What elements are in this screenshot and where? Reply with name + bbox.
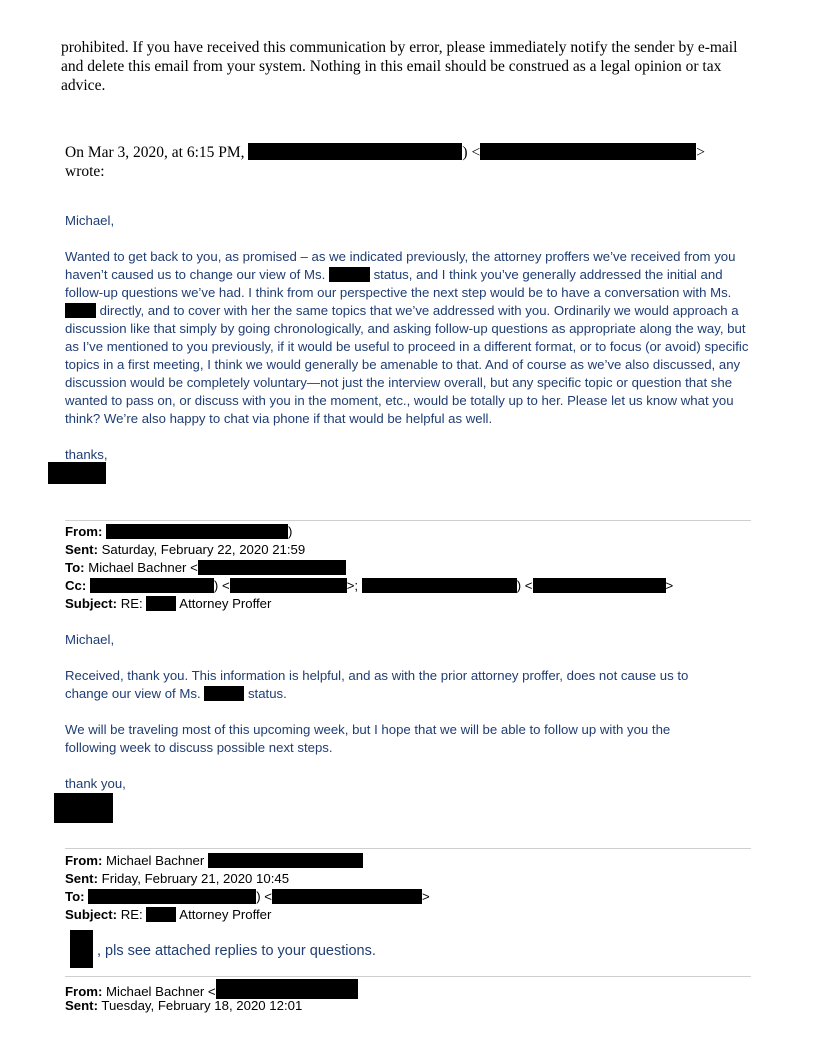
msg2-greeting: Michael,: [65, 632, 115, 647]
to-end: >: [421, 889, 430, 904]
header2-to: [65, 559, 346, 577]
cc-sep: ) <: [213, 578, 230, 593]
divider: [65, 520, 751, 521]
reply-intro-mid: ) <: [462, 144, 481, 161]
msg1-body-c: directly, and to cover with her the same topics that we’ve addressed with you. Ordinarily we would approach a discussion like that simply by going chronologically, and asking follow-up questions as appropriate along the way, but as I’ve mentioned to you previously, if it would be useful to proceed in a different format, or to focus (or avoid) specific topics in a first meeting, I think we would generally be amenable to that. And of course as we’ve also discussed, any discussion would be completely voluntary—not just the interview overall, but any specific topic or question that she wanted to pass on, or discuss with you in the moment, etc., would be totally up to her. Please let us know what you think? We’re also happy to chat via phone if that would be helpful as well.: [65, 303, 749, 426]
msg1-body: [65, 248, 755, 428]
from-label: From:: [65, 853, 103, 868]
redaction: [248, 143, 462, 160]
msg1-signoff: thanks,: [65, 447, 108, 462]
signature-redaction: [48, 462, 106, 484]
redaction: [146, 907, 176, 922]
reply-intro: [65, 143, 755, 162]
cc-end: >: [665, 578, 674, 593]
header3-to: [65, 888, 430, 906]
subject-prefix: RE:: [120, 907, 143, 922]
redaction: [480, 143, 696, 160]
header3-from: [65, 852, 363, 870]
msg1-body-b: status, and I think you’ve generally addressed the initial and follow-up questions we’ve had. I think from our perspective the next step would be to have a conversation with Ms.: [65, 267, 732, 300]
subject-label: Subject:: [65, 596, 118, 611]
msg2-body-a: Received, thank you. This information is helpful, and as with the prior attorney proffer, does not cause us to change our view of Ms.: [65, 668, 689, 701]
header3-subject: [65, 906, 271, 924]
disclaimer-text: prohibited. If you have received this communication by error, please immediately notify the sender by e-mail and delete this email from your system. Nothing in this email should be construed as a legal opinion or tax advice.: [61, 39, 738, 94]
reply-intro-suffix: >: [696, 144, 705, 161]
msg3-body: , pls see attached replies to your questions.: [97, 943, 376, 959]
redaction: [88, 889, 256, 904]
cc-sep: >;: [346, 578, 359, 593]
signature-redaction: [54, 793, 113, 823]
msg1-greeting: Michael,: [65, 213, 115, 228]
divider: [65, 848, 751, 849]
redaction[interactable]: [198, 560, 346, 575]
msg2-body: [65, 667, 715, 703]
subject-prefix: RE:: [120, 596, 143, 611]
header2-cc: [65, 577, 673, 595]
header3-sent: [65, 870, 289, 888]
from-label: From:: [65, 984, 103, 999]
redaction: [230, 578, 347, 593]
reply-intro-prefix: On Mar 3, 2020, at 6:15 PM,: [65, 144, 245, 161]
name-redaction: [70, 930, 93, 968]
sent-value: Tuesday, February 18, 2020 12:01: [101, 998, 303, 1013]
msg2-para2: We will be traveling most of this upcoming week, but I hope that we will be able to follow up with you the following week to discuss possible next steps.: [65, 722, 671, 755]
sent-label: Sent:: [65, 542, 98, 557]
from-value: Michael Bachner <: [106, 984, 216, 999]
to-label: To:: [65, 560, 85, 575]
msg2-signoff: thank you,: [65, 776, 126, 791]
from-value: Michael Bachner: [106, 853, 205, 868]
to-value: Michael Bachner <: [88, 560, 198, 575]
redaction: [146, 596, 176, 611]
redaction: [362, 578, 517, 593]
redaction: [106, 524, 288, 539]
cc-sep: ) <: [516, 578, 533, 593]
to-label: To:: [65, 889, 85, 904]
redaction: [533, 578, 666, 593]
reply-intro-wrote: wrote:: [65, 163, 105, 180]
subject-suffix: Attorney Proffer: [179, 596, 272, 611]
cc-label: Cc:: [65, 578, 87, 593]
from-label: From:: [65, 524, 103, 539]
sent-label: Sent:: [65, 871, 98, 886]
subject-label: Subject:: [65, 907, 118, 922]
redaction: [329, 267, 370, 282]
redaction: [216, 979, 358, 999]
sent-value: Friday, February 21, 2020 10:45: [101, 871, 290, 886]
redaction: [272, 889, 422, 904]
subject-suffix: Attorney Proffer: [179, 907, 272, 922]
redaction: [65, 303, 96, 318]
header2-sent: [65, 541, 305, 559]
header2-from: [65, 523, 292, 541]
msg2-body-b: status.: [247, 686, 287, 701]
sent-value: Saturday, February 22, 2020 21:59: [101, 542, 306, 557]
sent-label: Sent:: [65, 998, 98, 1013]
redaction: [208, 853, 363, 868]
msg1-body-a: Wanted to get back to you, as promised – as we indicated previously, the attorney proffers we’ve received from you haven’t caused us to change our view of Ms.: [65, 249, 736, 282]
redaction: [90, 578, 214, 593]
from-suffix: ): [288, 524, 293, 539]
divider: [65, 976, 751, 977]
header2-subject: [65, 595, 271, 613]
header4-sent: [65, 997, 302, 1015]
redaction: [204, 686, 244, 701]
to-sep: ) <: [256, 889, 272, 904]
